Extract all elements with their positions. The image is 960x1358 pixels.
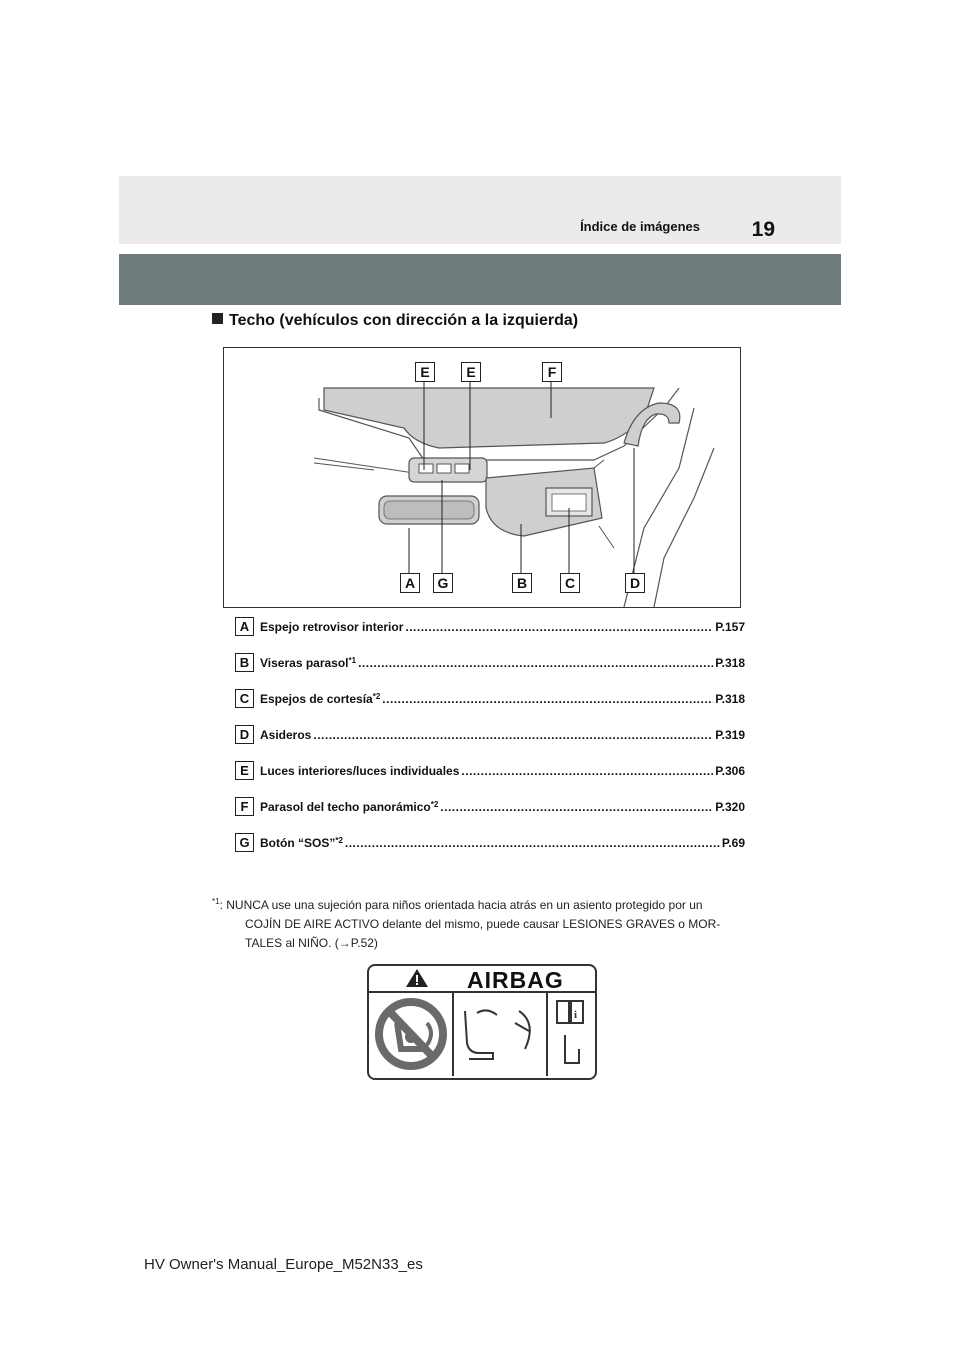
page-number: 19 <box>751 218 775 241</box>
callout-d: D <box>625 573 645 593</box>
item-letter: C <box>235 689 254 708</box>
airbag-label-header <box>369 966 595 993</box>
leader-dots <box>382 692 713 706</box>
section-title <box>212 312 578 330</box>
item-page-ref: P.318 <box>715 692 745 706</box>
footnote-line-1: : NUNCA use una sujeción para niños orientada hacia atrás en un asiento protegido por un <box>219 898 703 912</box>
index-item-sun-visors <box>235 653 745 673</box>
callout-a: A <box>400 573 420 593</box>
item-label: Asideros <box>260 728 312 742</box>
item-label: Botón “SOS” <box>260 836 336 850</box>
roof-drawing <box>224 348 740 607</box>
leader-dots <box>358 656 713 670</box>
leader-dots <box>440 800 713 814</box>
item-footnote-ref: *2 <box>430 800 439 809</box>
item-letter: E <box>235 761 254 780</box>
section-label: Índice de imágenes <box>580 219 700 234</box>
footnote-line-3: TALES al NIÑO. (→P.52) <box>245 936 378 950</box>
section-divider-band <box>119 254 841 305</box>
index-item-roof-shade <box>235 797 745 817</box>
item-label: Parasol del techo panorámico <box>260 800 431 814</box>
item-letter: G <box>235 833 254 852</box>
item-footnote-ref: *1 <box>348 656 357 665</box>
callout-g: G <box>433 573 453 593</box>
item-label: Espejo retrovisor interior <box>260 620 404 634</box>
index-item-interior-lights <box>235 761 745 781</box>
callout-e-2: E <box>461 362 481 382</box>
item-page-ref: P.319 <box>715 728 745 742</box>
airbag-pictograms <box>369 993 591 1076</box>
section-title-text: Techo (vehículos con dirección a la izquierda) <box>229 312 579 329</box>
callout-c: C <box>560 573 580 593</box>
item-page-ref: P.306 <box>715 764 745 778</box>
item-page-ref: P.157 <box>715 620 745 634</box>
item-label: Espejos de cortesía <box>260 692 373 706</box>
airbag-label-text: AIRBAG <box>467 967 564 993</box>
warning-triangle-icon <box>405 968 429 988</box>
item-footnote-ref: *2 <box>372 692 381 701</box>
item-label: Viseras parasol <box>260 656 349 670</box>
index-item-grab-handles <box>235 725 745 745</box>
square-bullet-icon <box>212 313 223 324</box>
item-letter: F <box>235 797 254 816</box>
item-page-ref: P.318 <box>715 656 745 670</box>
callout-b: B <box>512 573 532 593</box>
item-page-ref: P.69 <box>721 836 745 850</box>
footer-manual-id: HV Owner's Manual_Europe_M52N33_es <box>144 1256 423 1273</box>
leader-dots <box>345 836 720 850</box>
airbag-warning-label <box>367 964 597 1080</box>
footnote-line-2: COJÍN DE AIRE ACTIVO delante del mismo, puede causar LESIONES GRAVES o MOR- <box>245 917 721 931</box>
callout-f: F <box>542 362 562 382</box>
footnote-marker: *1 <box>212 897 220 906</box>
header-band <box>119 176 841 244</box>
svg-text:i: i <box>574 1009 578 1021</box>
item-footnote-ref: *2 <box>335 836 343 845</box>
item-label: Luces interiores/luces individuales <box>260 764 460 778</box>
index-item-vanity-mirrors <box>235 689 745 709</box>
item-page-ref: P.320 <box>715 800 745 814</box>
leader-dots <box>461 764 713 778</box>
index-item-sos-button <box>235 833 745 853</box>
roof-illustration <box>223 347 741 608</box>
leader-dots <box>313 728 713 742</box>
item-letter: A <box>235 617 254 636</box>
item-letter: D <box>235 725 254 744</box>
item-letter: B <box>235 653 254 672</box>
footnote <box>212 892 742 953</box>
callout-e-1: E <box>415 362 435 382</box>
leader-dots <box>405 620 713 634</box>
index-item-mirror <box>235 617 745 637</box>
